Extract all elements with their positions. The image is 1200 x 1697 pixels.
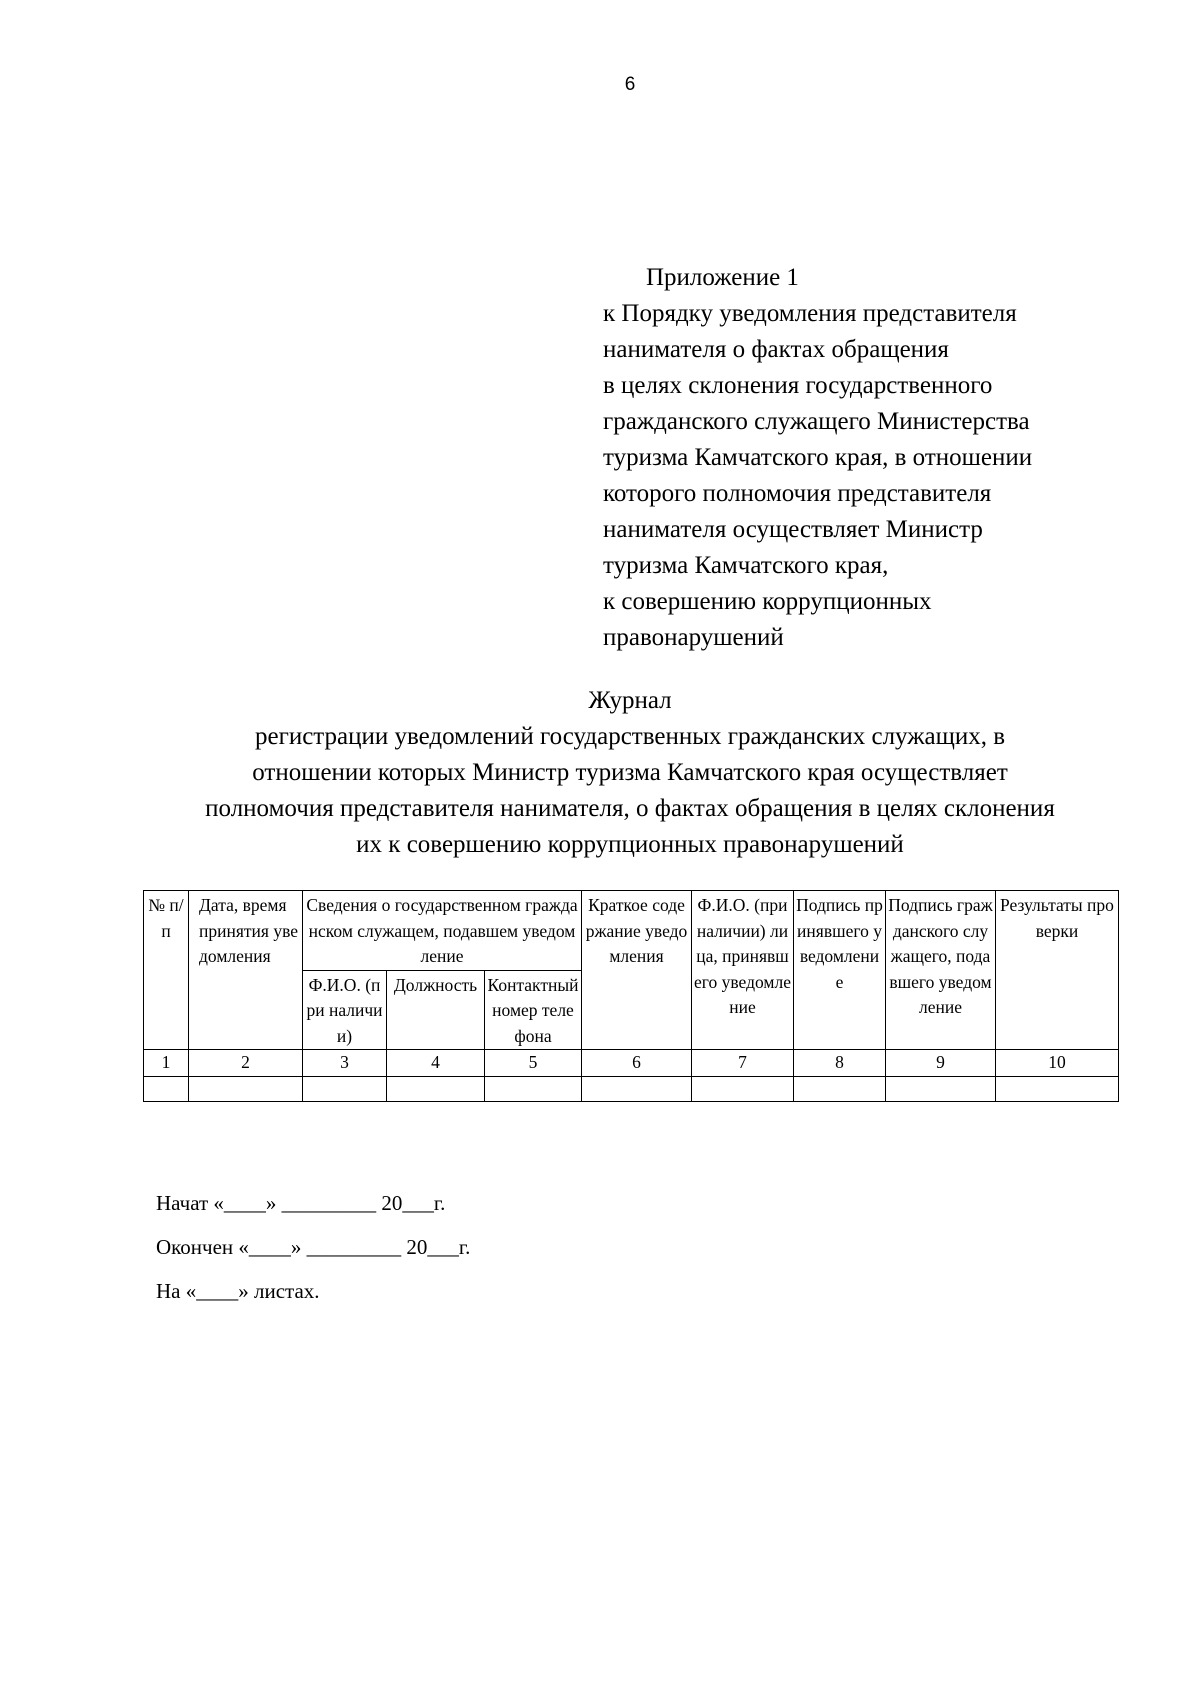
appendix-line: гражданского служащего Министерства — [603, 408, 1030, 435]
appendix-line: которого полномочия представителя — [603, 480, 992, 507]
column-number: 2 — [189, 1050, 303, 1077]
column-number: 1 — [144, 1050, 189, 1077]
table-cell — [303, 1076, 387, 1101]
header-phone: Контактный номер телефона — [485, 970, 582, 1050]
sheets-line: На «____» листах. — [156, 1279, 320, 1303]
header-number: № п/п — [144, 891, 189, 1050]
appendix-line: в целях склонения государственного — [603, 372, 993, 399]
header-results: Результаты проверки — [996, 891, 1119, 1050]
column-number: 5 — [485, 1050, 582, 1077]
column-number: 8 — [794, 1050, 886, 1077]
table-cell — [189, 1076, 303, 1101]
journal-subtitle-line: регистрации уведомлений государственных гражданских служащих, в — [254, 723, 1006, 750]
journal-subtitle — [100, 719, 1160, 863]
table-cell — [485, 1076, 582, 1101]
header-receiver-signature: Подпись принявшего уведомление — [794, 891, 886, 1050]
table-row — [144, 1076, 1119, 1101]
appendix-line: к совершению коррупционных — [603, 588, 932, 615]
header-date: Дата, время принятия уведомления — [189, 891, 303, 1050]
header-position: Должность — [387, 970, 485, 1050]
journal-subtitle-line: полномочия представителя нанимателя, о фактах обращения в целях склонения — [205, 795, 1055, 822]
table-cell — [886, 1076, 996, 1101]
appendix-line: к Порядку уведомления представителя — [603, 300, 1017, 327]
column-number: 3 — [303, 1050, 387, 1077]
table-header-row — [144, 891, 1119, 971]
table-cell — [387, 1076, 485, 1101]
journal-subtitle-line: отношении которых Министр туризма Камчатского края осуществляет — [252, 759, 1008, 786]
header-employee-signature: Подпись гражданского служащего, подавшего уведомление — [886, 891, 996, 1050]
column-number: 7 — [692, 1050, 794, 1077]
journal-subtitle-line: их к совершению коррупционных правонарушений — [356, 831, 904, 858]
appendix-line: туризма Камчатского края, в отношении — [603, 444, 1033, 471]
column-number-row — [144, 1050, 1119, 1077]
finished-line: Окончен «____» _________ 20___г. — [156, 1235, 471, 1259]
journal-title: Журнал — [588, 687, 672, 714]
appendix-line: нанимателя осуществляет Министр — [603, 516, 983, 543]
table-cell — [996, 1076, 1119, 1101]
appendix-title: Приложение 1 — [646, 264, 799, 291]
started-line: Начат «____» _________ 20___г. — [156, 1191, 446, 1215]
appendix-line: нанимателя о фактах обращения — [603, 336, 949, 363]
page-number: 6 — [624, 74, 636, 95]
column-number: 4 — [387, 1050, 485, 1077]
table-cell — [692, 1076, 794, 1101]
journal-footer — [156, 1190, 470, 1322]
header-employee-name: Ф.И.О. (при наличии) — [303, 970, 387, 1050]
journal-table — [143, 890, 1119, 1102]
header-summary: Краткое содержание уведомления — [582, 891, 692, 1050]
header-receiver-name: Ф.И.О. (при наличии) лица, принявшего уведомление — [692, 891, 794, 1050]
column-number: 9 — [886, 1050, 996, 1077]
appendix-line: правонарушений — [603, 624, 784, 651]
table-cell — [144, 1076, 189, 1101]
table-cell — [794, 1076, 886, 1101]
column-number: 6 — [582, 1050, 692, 1077]
appendix-block — [603, 260, 1123, 656]
table-cell — [582, 1076, 692, 1101]
appendix-line: туризма Камчатского края, — [603, 552, 889, 579]
header-employee-info: Сведения о государственном гражданском служащем, подавшем уведомление — [303, 891, 582, 971]
column-number: 10 — [996, 1050, 1119, 1077]
